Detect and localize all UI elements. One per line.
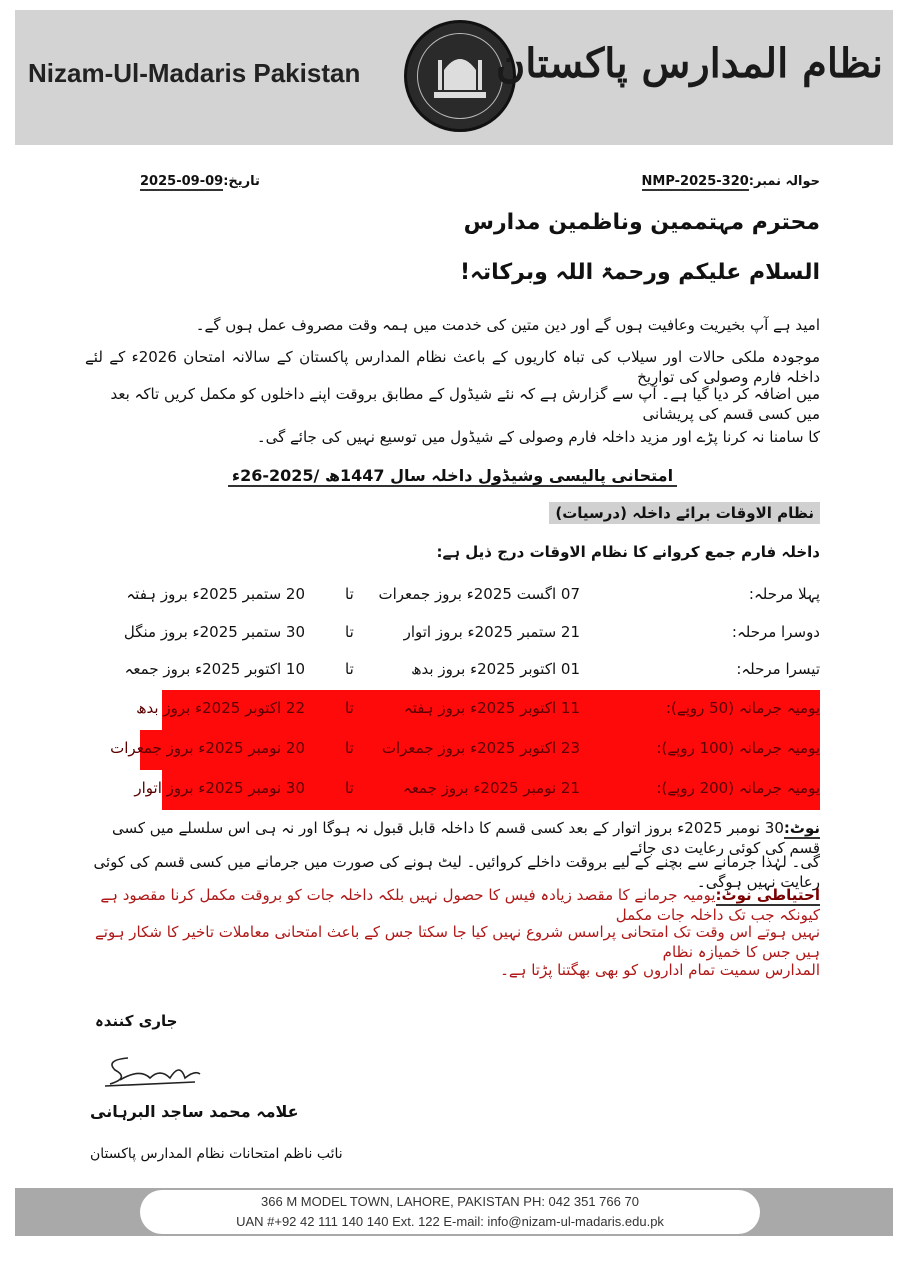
salutation: السلام علیکم ورحمۃ اللہ وبرکاتہ! bbox=[459, 260, 820, 285]
schedule-start-date: 01 اکتوبر 2025ء بروز بدھ bbox=[411, 660, 580, 678]
schedule-end-date: 30 ستمبر 2025ء بروز منگل bbox=[123, 623, 305, 641]
schedule-end-date: 10 اکتوبر 2025ء بروز جمعہ bbox=[124, 660, 305, 678]
schedule-intro: داخلہ فارم جمع کروانے کا نظام الاوقات درج ذیل ہے: bbox=[436, 543, 820, 561]
section-label: نظام الاوقات برائے داخلہ (درسیات) bbox=[549, 502, 820, 524]
addressee: محترم مہتممین وناظمین مدارس bbox=[463, 210, 820, 235]
note-line: نوٹ:30 نومبر 2025ء بروز اتوار کے بعد کسی قسم کا داخلہ قابل قبول نہ ہوگا اور نہ ہی اس سلسلے میں کسی قسم کی کوئی رعایت دی جائے bbox=[111, 819, 820, 857]
footer-contact-info: UAN #+92 42 111 140 140 Ext. 122 E-mail: info@nizam-ul-madaris.edu.pk bbox=[236, 1214, 664, 1229]
schedule-to-word: تا bbox=[345, 699, 354, 717]
schedule-to-word: تا bbox=[345, 660, 354, 678]
issuer-title: نائب ناظم امتحانات نظام المدارس پاکستان bbox=[90, 1146, 343, 1162]
caution-note-line: نہیں ہوتے اس وقت تک امتحانی پراسس شروع نہیں کیا جا سکتا جس کے باعث امتحانی معاملات تاخیر کا شکار ہوتے ہیں جس کا خمیازہ نظام bbox=[95, 923, 820, 961]
letter-date: تاریخ:09-09-2025 bbox=[140, 174, 260, 189]
schedule-phase-label: پہلا مرحلہ: bbox=[748, 585, 820, 603]
schedule-phase-label: دوسرا مرحلہ: bbox=[731, 623, 820, 641]
urdu-title: نظام المدارس پاکستان bbox=[495, 40, 883, 87]
schedule-phase-label: یومیہ جرمانہ (100 روپے): bbox=[656, 739, 820, 757]
schedule-start-date: 11 اکتوبر 2025ء بروز ہفتہ bbox=[403, 699, 580, 717]
signature bbox=[100, 1050, 210, 1090]
policy-heading: امتحانی پالیسی وشیڈول داخلہ سال 1447ھ /2025-26ء bbox=[228, 466, 677, 487]
footer-address: 366 M MODEL TOWN, LAHORE, PAKISTAN PH: 042 351 766 70 bbox=[261, 1194, 639, 1209]
schedule-phase-label: یومیہ جرمانہ (50 روپے): bbox=[666, 699, 820, 717]
schedule-start-date: 23 اکتوبر 2025ء بروز جمعرات bbox=[381, 739, 580, 757]
issuer-label: جاری کنندہ bbox=[95, 1012, 178, 1030]
schedule-phase-label: تیسرا مرحلہ: bbox=[736, 660, 820, 678]
english-title: Nizam-Ul-Madaris Pakistan bbox=[28, 58, 361, 88]
footer-contact bbox=[140, 1190, 760, 1234]
schedule-phase-label: یومیہ جرمانہ (200 روپے): bbox=[656, 779, 820, 797]
caution-note-line: المدارس سمیت تمام اداروں کو بھی بھگتنا پڑتا ہے۔ bbox=[500, 961, 820, 979]
schedule-end-date: 20 ستمبر 2025ء بروز ہفتہ bbox=[126, 585, 305, 603]
schedule-to-word: تا bbox=[345, 585, 354, 603]
schedule-end-date: 22 اکتوبر 2025ء بروز بدھ bbox=[136, 699, 305, 717]
paragraph-line: موجودہ ملکی حالات اور سیلاب کی تباہ کاریوں کے باعث نظام المدارس پاکستان کے سالانہ امتحان 2026ء کے لئے داخلہ فارم وصولی کی تواریخ bbox=[85, 348, 821, 386]
schedule-start-date: 21 ستمبر 2025ء بروز اتوار bbox=[403, 623, 580, 641]
schedule-to-word: تا bbox=[345, 779, 354, 797]
schedule-start-date: 07 اگست 2025ء بروز جمعرات bbox=[378, 585, 580, 603]
schedule-end-date: 30 نومبر 2025ء بروز اتوار bbox=[134, 779, 305, 797]
reference-number: حوالہ نمبر:320-NMP-2025 bbox=[641, 174, 820, 189]
paragraph-line: میں اضافہ کر دیا گیا ہے۔ آپ سے گزارش ہے کہ نئے شیڈول کے مطابق بروقت اپنے داخلوں کو مکمل کریں تاکہ بعد میں کسی قسم کی پریشانی bbox=[110, 385, 820, 423]
note-line: گی۔ لہٰذا جرمانے سے بچنے کے لیے بروقت داخلے کروائیں۔ لیٹ ہونے کی صورت میں جرمانے میں کسی قسم کی کوئی رعایت نہیں ہوگی۔ bbox=[93, 853, 820, 891]
paragraph-line: کا سامنا نہ کرنا پڑے اور مزید داخلہ فارم وصولی کے شیڈول میں توسیع نہیں کی جائے گی۔ bbox=[256, 428, 820, 446]
issuer-name: علامہ محمد ساجد البرہانی bbox=[90, 1102, 299, 1121]
schedule-to-word: تا bbox=[345, 623, 354, 641]
schedule-start-date: 21 نومبر 2025ء بروز جمعہ bbox=[402, 779, 580, 797]
schedule-to-word: تا bbox=[345, 739, 354, 757]
caution-note-line: احتیاطی نوٹ:یومیہ جرمانے کا مقصد زیادہ فیس کا حصول نہیں بلکہ داخلہ جات کو بروقت مکمل کرنا مقصود ہے کیونکہ جب تک داخلہ جات مکمل bbox=[100, 886, 820, 924]
paragraph-line: امید ہے آپ بخیریت وعافیت ہوں گے اور دین متین کی خدمت میں ہمہ وقت مصروف عمل ہوں گے۔ bbox=[195, 316, 820, 334]
schedule-end-date: 20 نومبر 2025ء بروز جمعرات bbox=[110, 739, 305, 757]
